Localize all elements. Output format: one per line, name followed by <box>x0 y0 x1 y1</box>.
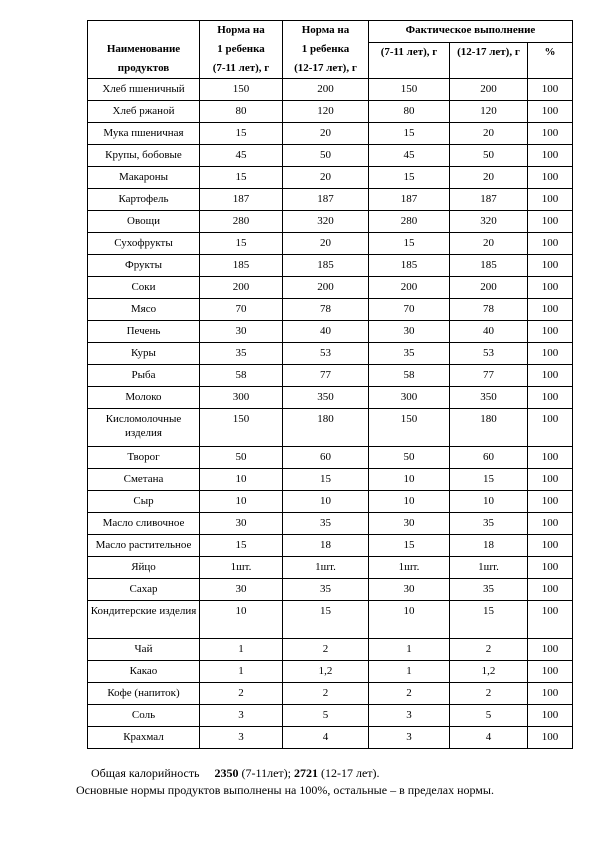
percent-cell: 100 <box>528 557 573 579</box>
norm-7-11-cell: 30 <box>200 513 283 535</box>
percent-cell: 100 <box>528 233 573 255</box>
norm-7-11-cell: 2 <box>200 683 283 705</box>
header-actual-7-11: (7-11 лет), г <box>369 43 450 79</box>
product-name-cell: Сухофрукты <box>88 233 200 255</box>
norm-7-11-cell: 150 <box>200 409 283 447</box>
table-row <box>88 321 573 343</box>
norm-7-11-cell: 70 <box>200 299 283 321</box>
percent-cell: 100 <box>528 727 573 749</box>
table-row <box>88 661 573 683</box>
norm-12-17-cell: 15 <box>283 601 369 639</box>
percent-cell: 100 <box>528 145 573 167</box>
product-name-cell: Крупы, бобовые <box>88 145 200 167</box>
product-name-cell: Макароны <box>88 167 200 189</box>
actual-12-17-cell: 18 <box>450 535 528 557</box>
norm-7-11-cell: 58 <box>200 365 283 387</box>
header-norm-12-17-line3: (12-17 лет), г <box>294 62 357 74</box>
norm-7-11-cell: 150 <box>200 79 283 101</box>
norm-7-11-cell: 10 <box>200 601 283 639</box>
norm-7-11-cell: 1 <box>200 639 283 661</box>
actual-7-11-cell: 45 <box>369 145 450 167</box>
product-name-cell: Чай <box>88 639 200 661</box>
norm-7-11-cell: 50 <box>200 447 283 469</box>
product-name-cell: Сыр <box>88 491 200 513</box>
percent-cell: 100 <box>528 535 573 557</box>
product-name-cell: Картофель <box>88 189 200 211</box>
norm-12-17-cell: 2 <box>283 639 369 661</box>
actual-12-17-cell: 20 <box>450 123 528 145</box>
actual-12-17-cell: 78 <box>450 299 528 321</box>
actual-7-11-cell: 15 <box>369 123 450 145</box>
actual-12-17-cell: 187 <box>450 189 528 211</box>
table-row <box>88 255 573 277</box>
norm-12-17-cell: 20 <box>283 233 369 255</box>
table-body <box>88 79 573 749</box>
actual-12-17-cell: 15 <box>450 601 528 639</box>
table-row <box>88 233 573 255</box>
header-actual-12-17: (12-17 лет), г <box>450 43 528 79</box>
actual-12-17-cell: 20 <box>450 167 528 189</box>
actual-7-11-cell: 3 <box>369 705 450 727</box>
norm-7-11-cell: 280 <box>200 211 283 233</box>
norm-12-17-cell: 35 <box>283 579 369 601</box>
header-norm-7-11-line2: 1 ребенка <box>217 43 265 55</box>
product-name-cell: Хлеб ржаной <box>88 101 200 123</box>
actual-7-11-cell: 300 <box>369 387 450 409</box>
norm-12-17-cell: 10 <box>283 491 369 513</box>
percent-cell: 100 <box>528 343 573 365</box>
product-name-cell: Фрукты <box>88 255 200 277</box>
norm-12-17-cell: 20 <box>283 167 369 189</box>
percent-cell: 100 <box>528 167 573 189</box>
norm-7-11-cell: 45 <box>200 145 283 167</box>
table-row <box>88 557 573 579</box>
actual-12-17-cell: 77 <box>450 365 528 387</box>
norm-12-17-cell: 5 <box>283 705 369 727</box>
table-row <box>88 601 573 639</box>
product-name-cell: Крахмал <box>88 727 200 749</box>
actual-7-11-cell: 15 <box>369 167 450 189</box>
actual-7-11-cell: 15 <box>369 535 450 557</box>
actual-12-17-cell: 10 <box>450 491 528 513</box>
norm-12-17-cell: 53 <box>283 343 369 365</box>
actual-12-17-cell: 1шт. <box>450 557 528 579</box>
product-name-cell: Какао <box>88 661 200 683</box>
actual-7-11-cell: 58 <box>369 365 450 387</box>
actual-7-11-cell: 15 <box>369 233 450 255</box>
table-row <box>88 535 573 557</box>
product-name-cell: Хлеб пшеничный <box>88 79 200 101</box>
norm-12-17-cell: 77 <box>283 365 369 387</box>
calories-12-17-suffix: (12-17 лет). <box>320 766 380 780</box>
norm-12-17-cell: 200 <box>283 79 369 101</box>
actual-7-11-cell: 30 <box>369 579 450 601</box>
product-name-cell: Творог <box>88 447 200 469</box>
norm-7-11-cell: 80 <box>200 101 283 123</box>
header-norm-7-11-line1: Норма на <box>217 24 265 36</box>
table-row <box>88 409 573 447</box>
table-row <box>88 343 573 365</box>
header-percent: % <box>528 43 573 79</box>
table-row <box>88 211 573 233</box>
nutrition-norms-table <box>87 20 573 749</box>
table-row <box>88 365 573 387</box>
norm-12-17-cell: 2 <box>283 683 369 705</box>
product-name-cell: Сахар <box>88 579 200 601</box>
percent-cell: 100 <box>528 409 573 447</box>
actual-7-11-cell: 10 <box>369 601 450 639</box>
actual-7-11-cell: 150 <box>369 79 450 101</box>
actual-7-11-cell: 280 <box>369 211 450 233</box>
table-row <box>88 167 573 189</box>
percent-cell: 100 <box>528 639 573 661</box>
header-norm-7-11-line3: (7-11 лет), г <box>212 62 270 74</box>
norm-7-11-cell: 300 <box>200 387 283 409</box>
actual-7-11-cell: 1 <box>369 661 450 683</box>
norm-12-17-cell: 185 <box>283 255 369 277</box>
percent-cell: 100 <box>528 211 573 233</box>
norms-note: Основные нормы продуктов выполнены на 100%, остальные – в пределах нормы. <box>76 783 494 797</box>
calories-line <box>91 766 380 781</box>
actual-12-17-cell: 120 <box>450 101 528 123</box>
table-row <box>88 101 573 123</box>
actual-12-17-cell: 2 <box>450 639 528 661</box>
percent-cell: 100 <box>528 321 573 343</box>
percent-cell: 100 <box>528 387 573 409</box>
actual-12-17-cell: 200 <box>450 79 528 101</box>
table-row <box>88 447 573 469</box>
product-name-cell: Кофе (напиток) <box>88 683 200 705</box>
norm-12-17-cell: 200 <box>283 277 369 299</box>
norm-7-11-cell: 15 <box>200 233 283 255</box>
product-name-cell: Рыба <box>88 365 200 387</box>
table-row <box>88 277 573 299</box>
actual-7-11-cell: 30 <box>369 321 450 343</box>
norm-12-17-cell: 1шт. <box>283 557 369 579</box>
header-norm-12-17-line1: Норма на <box>301 24 350 36</box>
table-row <box>88 189 573 211</box>
norm-12-17-cell: 187 <box>283 189 369 211</box>
actual-12-17-cell: 53 <box>450 343 528 365</box>
norm-12-17-cell: 320 <box>283 211 369 233</box>
actual-12-17-cell: 200 <box>450 277 528 299</box>
norm-7-11-cell: 187 <box>200 189 283 211</box>
norm-7-11-cell: 1шт. <box>200 557 283 579</box>
header-norm-12-17 <box>283 21 369 79</box>
percent-cell: 100 <box>528 365 573 387</box>
actual-12-17-cell: 20 <box>450 233 528 255</box>
norm-12-17-cell: 35 <box>283 513 369 535</box>
actual-7-11-cell: 187 <box>369 189 450 211</box>
actual-12-17-cell: 2 <box>450 683 528 705</box>
norm-7-11-cell: 30 <box>200 321 283 343</box>
product-name-cell: Масло сливочное <box>88 513 200 535</box>
norm-7-11-cell: 15 <box>200 123 283 145</box>
product-name-cell: Кисломолочные изделия <box>88 409 200 447</box>
header-actual: Фактическое выполнение <box>369 21 573 43</box>
table-row <box>88 79 573 101</box>
norm-7-11-cell: 3 <box>200 727 283 749</box>
actual-12-17-cell: 35 <box>450 513 528 535</box>
actual-12-17-cell: 4 <box>450 727 528 749</box>
percent-cell: 100 <box>528 469 573 491</box>
percent-cell: 100 <box>528 491 573 513</box>
norm-12-17-cell: 120 <box>283 101 369 123</box>
norm-12-17-cell: 4 <box>283 727 369 749</box>
percent-cell: 100 <box>528 101 573 123</box>
percent-cell: 100 <box>528 661 573 683</box>
actual-7-11-cell: 80 <box>369 101 450 123</box>
percent-cell: 100 <box>528 189 573 211</box>
product-name-cell: Мясо <box>88 299 200 321</box>
table-row <box>88 639 573 661</box>
percent-cell: 100 <box>528 255 573 277</box>
norm-12-17-cell: 1,2 <box>283 661 369 683</box>
norm-7-11-cell: 10 <box>200 491 283 513</box>
table-row <box>88 145 573 167</box>
norm-7-11-cell: 35 <box>200 343 283 365</box>
actual-7-11-cell: 70 <box>369 299 450 321</box>
actual-7-11-cell: 35 <box>369 343 450 365</box>
header-product-name: Наименование продуктов <box>88 21 200 79</box>
actual-12-17-cell: 350 <box>450 387 528 409</box>
norm-7-11-cell: 200 <box>200 277 283 299</box>
norm-7-11-cell: 15 <box>200 167 283 189</box>
calories-7-11: 2350 <box>214 766 239 780</box>
actual-7-11-cell: 30 <box>369 513 450 535</box>
norm-12-17-cell: 20 <box>283 123 369 145</box>
product-name-cell: Масло растительное <box>88 535 200 557</box>
actual-7-11-cell: 50 <box>369 447 450 469</box>
actual-12-17-cell: 1,2 <box>450 661 528 683</box>
product-name-cell: Яйцо <box>88 557 200 579</box>
percent-cell: 100 <box>528 299 573 321</box>
header-norm-7-11 <box>200 21 283 79</box>
actual-12-17-cell: 15 <box>450 469 528 491</box>
norm-12-17-cell: 78 <box>283 299 369 321</box>
product-name-cell: Мука пшеничная <box>88 123 200 145</box>
calories-12-17: 2721 <box>293 766 318 780</box>
calories-7-11-suffix: (7-11лет); <box>241 766 291 780</box>
table-row <box>88 387 573 409</box>
actual-7-11-cell: 200 <box>369 277 450 299</box>
actual-7-11-cell: 1шт. <box>369 557 450 579</box>
table-row <box>88 513 573 535</box>
actual-7-11-cell: 2 <box>369 683 450 705</box>
table-row <box>88 727 573 749</box>
actual-7-11-cell: 10 <box>369 491 450 513</box>
calories-label: Общая калорийность <box>91 766 200 780</box>
percent-cell: 100 <box>528 683 573 705</box>
norm-12-17-cell: 40 <box>283 321 369 343</box>
table-row <box>88 705 573 727</box>
actual-12-17-cell: 35 <box>450 579 528 601</box>
percent-cell: 100 <box>528 601 573 639</box>
actual-12-17-cell: 50 <box>450 145 528 167</box>
actual-7-11-cell: 10 <box>369 469 450 491</box>
actual-12-17-cell: 180 <box>450 409 528 447</box>
norm-12-17-cell: 15 <box>283 469 369 491</box>
product-name-cell: Кондитерские изделия <box>88 601 200 639</box>
percent-cell: 100 <box>528 447 573 469</box>
norm-12-17-cell: 350 <box>283 387 369 409</box>
norm-12-17-cell: 50 <box>283 145 369 167</box>
norm-12-17-cell: 60 <box>283 447 369 469</box>
actual-12-17-cell: 320 <box>450 211 528 233</box>
norm-7-11-cell: 1 <box>200 661 283 683</box>
table-row <box>88 469 573 491</box>
actual-12-17-cell: 5 <box>450 705 528 727</box>
table-row <box>88 491 573 513</box>
actual-7-11-cell: 1 <box>369 639 450 661</box>
header-norm-12-17-line2: 1 ребенка <box>301 43 350 55</box>
actual-12-17-cell: 185 <box>450 255 528 277</box>
norm-7-11-cell: 185 <box>200 255 283 277</box>
percent-cell: 100 <box>528 277 573 299</box>
percent-cell: 100 <box>528 705 573 727</box>
actual-12-17-cell: 40 <box>450 321 528 343</box>
product-name-cell: Куры <box>88 343 200 365</box>
table-row <box>88 683 573 705</box>
actual-12-17-cell: 60 <box>450 447 528 469</box>
norm-7-11-cell: 30 <box>200 579 283 601</box>
product-name-cell: Соль <box>88 705 200 727</box>
percent-cell: 100 <box>528 513 573 535</box>
actual-7-11-cell: 185 <box>369 255 450 277</box>
product-name-cell: Овощи <box>88 211 200 233</box>
product-name-cell: Соки <box>88 277 200 299</box>
table-row <box>88 579 573 601</box>
table-row <box>88 299 573 321</box>
norm-12-17-cell: 18 <box>283 535 369 557</box>
norm-12-17-cell: 180 <box>283 409 369 447</box>
percent-cell: 100 <box>528 579 573 601</box>
table-row <box>88 123 573 145</box>
norm-7-11-cell: 10 <box>200 469 283 491</box>
percent-cell: 100 <box>528 123 573 145</box>
actual-7-11-cell: 150 <box>369 409 450 447</box>
product-name-cell: Молоко <box>88 387 200 409</box>
percent-cell: 100 <box>528 79 573 101</box>
norm-7-11-cell: 15 <box>200 535 283 557</box>
product-name-cell: Сметана <box>88 469 200 491</box>
norm-7-11-cell: 3 <box>200 705 283 727</box>
actual-7-11-cell: 3 <box>369 727 450 749</box>
product-name-cell: Печень <box>88 321 200 343</box>
